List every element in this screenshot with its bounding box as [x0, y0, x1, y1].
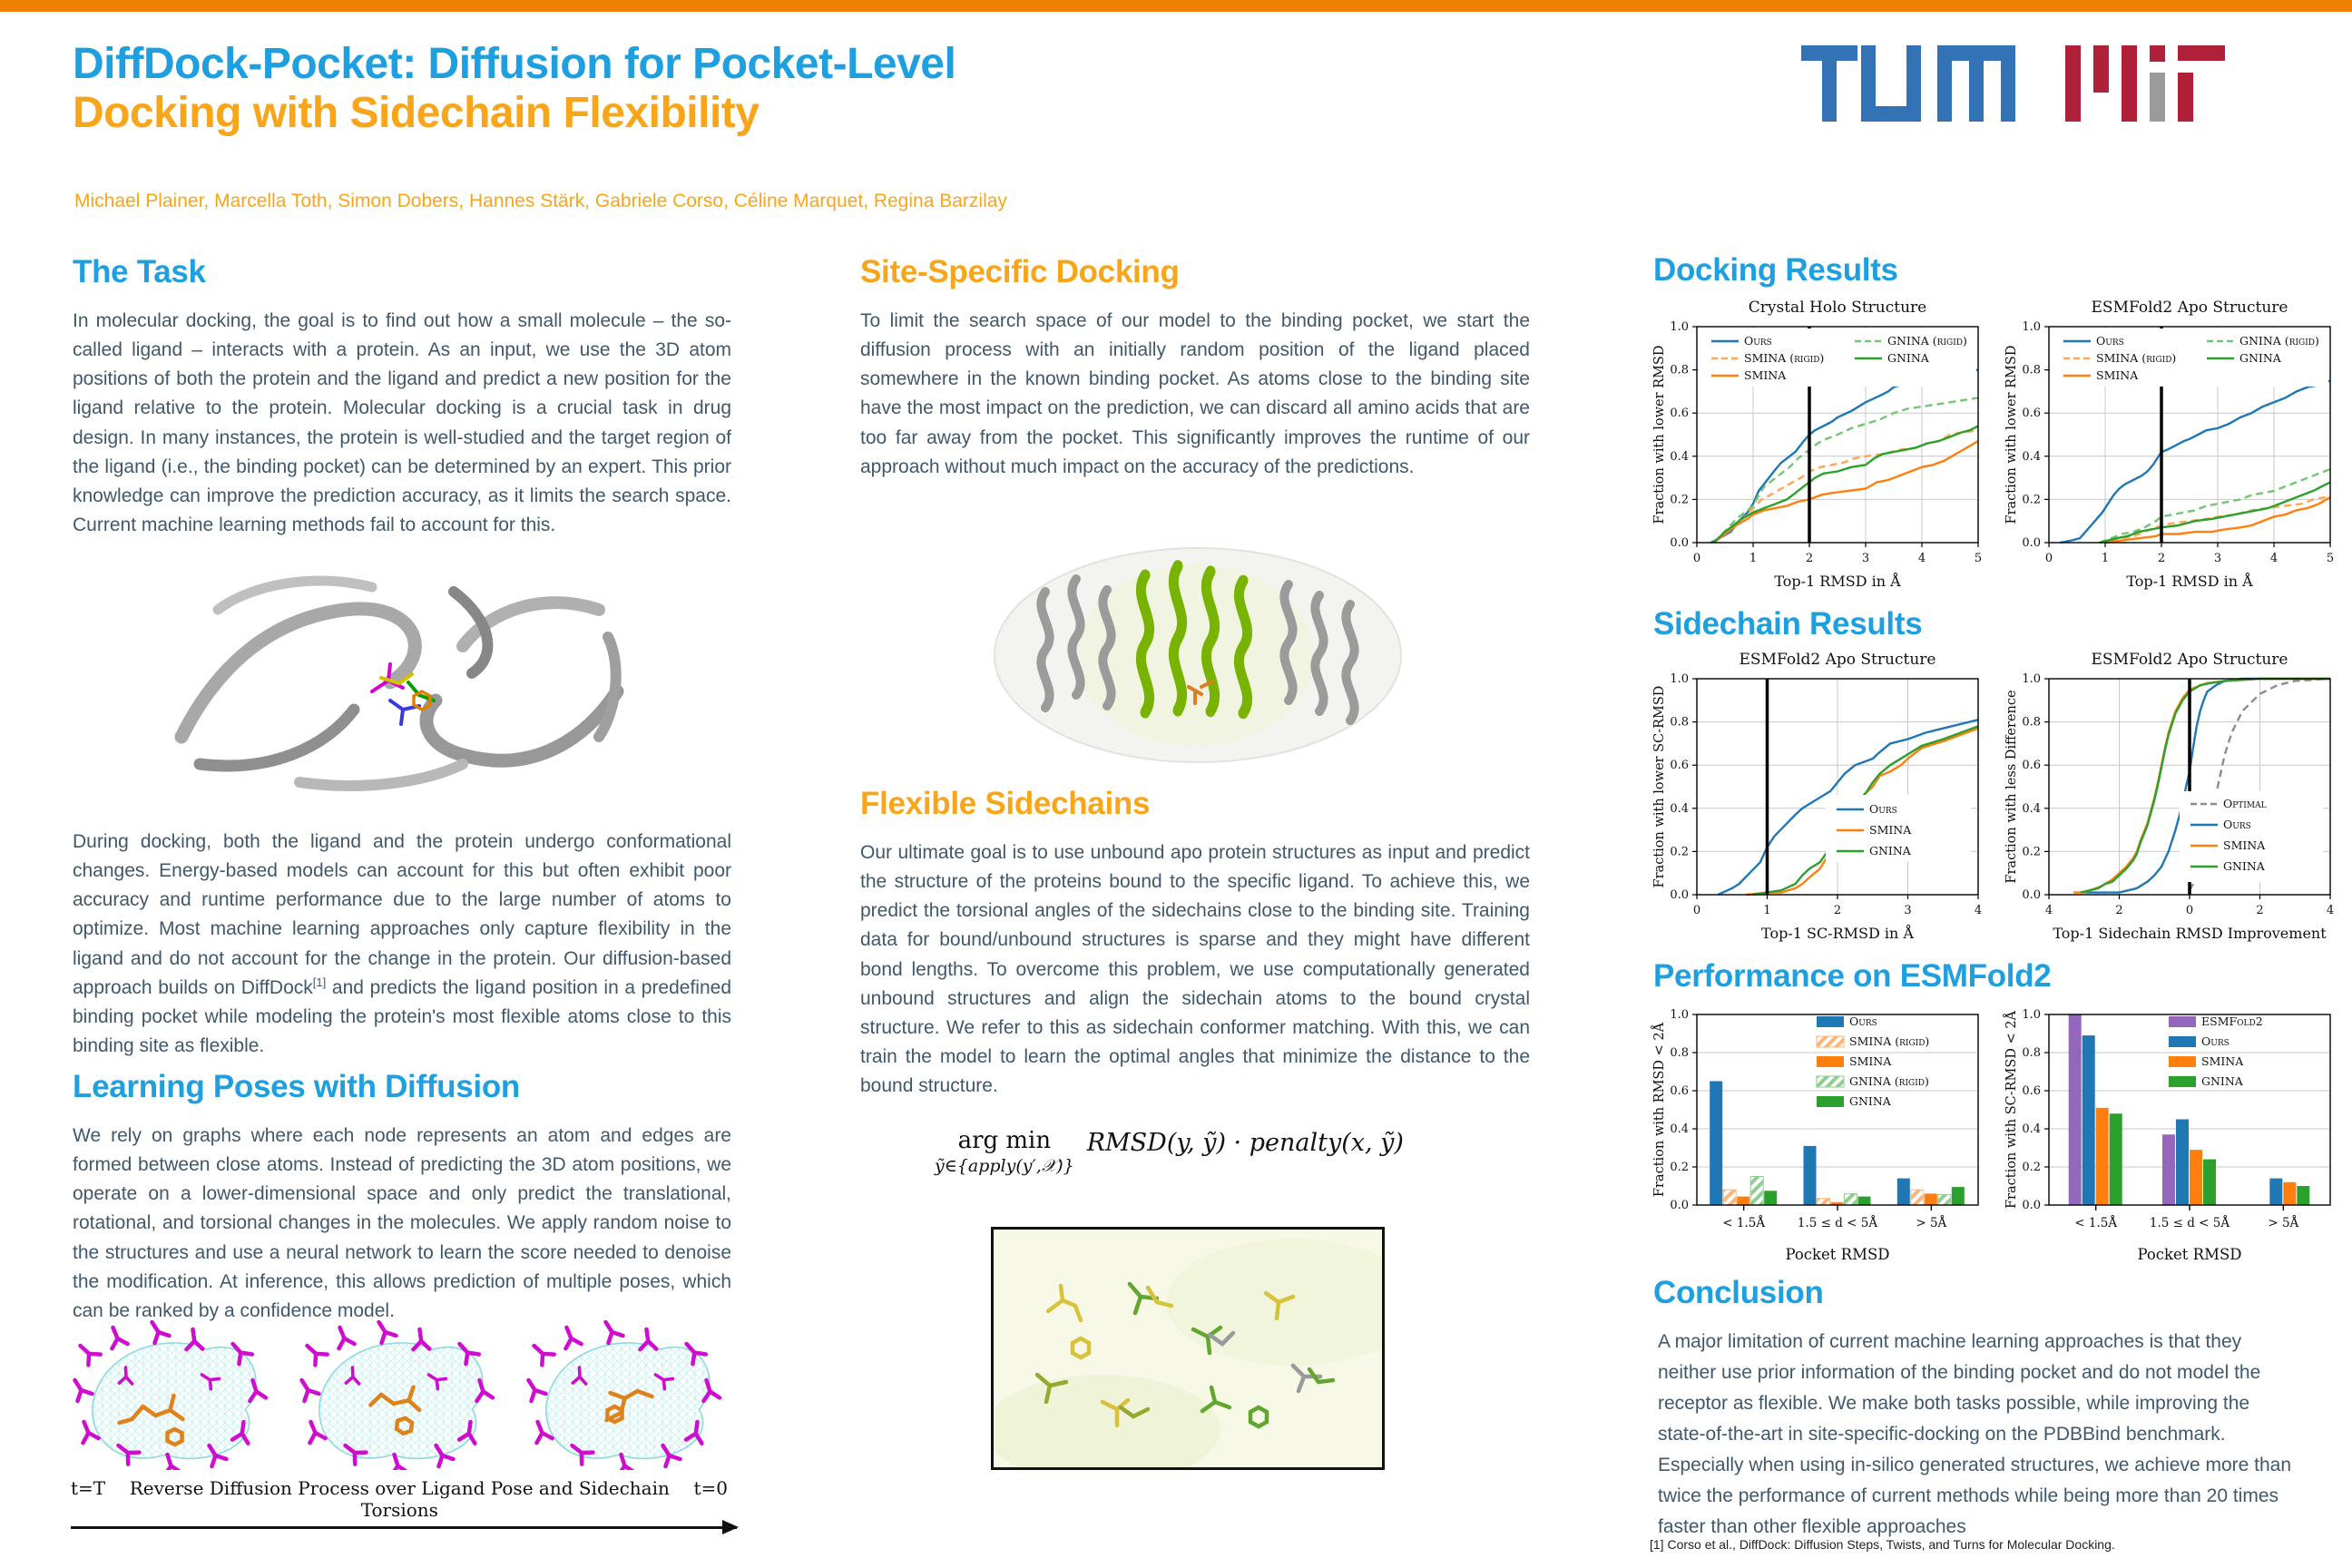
- svg-text:GNINA: GNINA: [2239, 351, 2281, 365]
- svg-text:< 1.5Å: < 1.5Å: [1722, 1216, 1766, 1230]
- heading-flexible-sidechains: Flexible Sidechains: [860, 786, 1151, 821]
- svg-text:5: 5: [1974, 552, 1983, 565]
- svg-text:0.6: 0.6: [2022, 1084, 2041, 1098]
- svg-text:0.2: 0.2: [1670, 493, 1689, 507]
- diffusion-panel-mid: [290, 1320, 508, 1470]
- svg-text:1.0: 1.0: [2022, 320, 2041, 334]
- membrane-protein-image: [989, 519, 1406, 791]
- svg-text:GNINA (rigid): GNINA (rigid): [1849, 1074, 1929, 1088]
- svg-text:0.6: 0.6: [2022, 407, 2041, 421]
- svg-text:2: 2: [2157, 552, 2166, 565]
- svg-text:4: 4: [1974, 904, 1983, 917]
- svg-text:0.6: 0.6: [1670, 1084, 1689, 1098]
- svg-text:0.0: 0.0: [1670, 888, 1689, 902]
- svg-text:ESMFold2: ESMFold2: [2201, 1014, 2263, 1028]
- diffusion-panel-t-0: [517, 1320, 735, 1470]
- svg-text:0: 0: [2185, 904, 2194, 917]
- svg-text:2: 2: [2256, 904, 2264, 917]
- svg-text:0.0: 0.0: [1670, 1199, 1689, 1212]
- site-docking-paragraph: To limit the search space of our model to the binding pocket, we start the diffusion process with an initially random position of the ligand placed somewhere in the known binding pocket. As atoms close to the binding site have the most impact on the prediction, we can discard all amino acids that are too far away from the pocket. This significantly improves the runtime of our approach without much impact on the accuracy of the predictions.: [860, 310, 1530, 477]
- svg-text:0.4: 0.4: [2022, 1122, 2041, 1136]
- svg-text:SMINA (rigid): SMINA (rigid): [1849, 1034, 1930, 1048]
- chart-sc-improvement: [2002, 648, 2339, 949]
- svg-text:Crystal Holo Structure: Crystal Holo Structure: [1748, 299, 1927, 317]
- task-paragraph-2-pre: During docking, both the ligand and the protein undergo conformational changes. Energy-based models can account for this but often exhibit poor accuracy and runtime performance due to the large number of atoms to optimize. Most machine learning approaches only capture flexibility in the ligand and do not account for the change in the protein. Our diffusion-based approach builds on DiffDock: [73, 831, 731, 998]
- svg-text:Ours: Ours: [1849, 1014, 1877, 1028]
- svg-text:0.8: 0.8: [1670, 715, 1689, 730]
- citation-1-marker: [1]: [312, 975, 327, 989]
- sidechain-matching-image: [991, 1227, 1385, 1470]
- tum-logo: [1801, 45, 2015, 122]
- svg-text:Ours: Ours: [2223, 818, 2251, 831]
- svg-text:ESMFold2 Apo Structure: ESMFold2 Apo Structure: [2091, 651, 2288, 669]
- svg-text:0.2: 0.2: [1670, 1161, 1689, 1174]
- heading-performance-esmfold2: Performance on ESMFold2: [1653, 958, 2052, 994]
- svg-text:0.6: 0.6: [1670, 407, 1689, 421]
- chart-sc-rmsd-bars: [2002, 1000, 2339, 1272]
- mit-logo: [2065, 45, 2229, 122]
- svg-text:> 5Å: > 5Å: [1916, 1216, 1947, 1230]
- svg-text:0.2: 0.2: [1670, 845, 1689, 859]
- task-paragraph-1: In molecular docking, the goal is to find out how a small molecule – the so-called ligand – interacts with a protein. As an input, we use the 3D atom positions of both the protein and the ligand and predict a new position for the ligand relative to the protein. Molecular docking is a crucial task in drug design. In many instances, the protein is well-studied and the target region of the ligand (i.e., the binding pocket) can be determined by an expert. This prior knowledge can improve the prediction accuracy, as it limits the search space. Current machine learning methods fail to account for this.: [73, 310, 731, 535]
- svg-text:5: 5: [2326, 552, 2335, 565]
- svg-text:SMINA: SMINA: [1849, 1054, 1892, 1068]
- svg-text:1.0: 1.0: [1670, 320, 1689, 334]
- svg-text:SMINA: SMINA: [2201, 1054, 2244, 1068]
- svg-text:< 1.5Å: < 1.5Å: [2074, 1216, 2118, 1230]
- protein-pocket-image: [163, 555, 635, 802]
- svg-text:Fraction with less Difference: Fraction with less Difference: [2004, 690, 2019, 884]
- chart-esmfold2-docking: [2002, 296, 2339, 597]
- learning-paragraph: We rely on graphs where each node represents an atom and edges are formed between close atoms. Instead of predicting the 3D atom positions, we operate on a lower-dimensional space and only predict the translational, rotational, and torsional changes in the molecules. We apply random noise to the structures and use a neural network to learn the score needed to denoise the modification. At inference, this allows prediction of multiple poses, which can be ranked by a confidence model.: [73, 1125, 731, 1321]
- heading-site-specific-docking: Site-Specific Docking: [860, 254, 1180, 289]
- svg-text:1.5 ≤ d < 5Å: 1.5 ≤ d < 5Å: [1797, 1216, 1878, 1230]
- svg-text:GNINA: GNINA: [2223, 859, 2265, 873]
- svg-text:0: 0: [1692, 552, 1701, 565]
- svg-text:ESMFold2 Apo Structure: ESMFold2 Apo Structure: [2091, 299, 2288, 317]
- svg-text:0.8: 0.8: [2022, 715, 2041, 730]
- svg-text:0: 0: [2044, 552, 2053, 565]
- svg-text:0.0: 0.0: [2022, 1199, 2041, 1212]
- svg-text:1.0: 1.0: [2022, 1008, 2041, 1022]
- svg-text:0.8: 0.8: [2022, 1046, 2041, 1060]
- svg-text:Ours: Ours: [2201, 1034, 2230, 1048]
- equation-subscript: ỹ∈{apply(y′,𝒳)}: [935, 1156, 1074, 1176]
- svg-text:Top-1 RMSD in Å: Top-1 RMSD in Å: [1774, 573, 1901, 590]
- svg-text:1.5 ≤ d < 5Å: 1.5 ≤ d < 5Å: [2149, 1216, 2230, 1230]
- svg-text:0.4: 0.4: [1670, 449, 1689, 464]
- svg-text:SMINA: SMINA: [1744, 368, 1787, 382]
- heading-the-task: The Task: [73, 254, 206, 289]
- svg-text:Fraction with SC-RMSD < 2Å: Fraction with SC-RMSD < 2Å: [2004, 1010, 2019, 1210]
- diffusion-t-start-label: t=T: [71, 1477, 106, 1499]
- svg-text:0.2: 0.2: [2022, 493, 2041, 507]
- svg-text:2: 2: [1805, 552, 1814, 565]
- svg-text:0.0: 0.0: [2022, 536, 2041, 550]
- svg-text:Fraction with lower RMSD: Fraction with lower RMSD: [1652, 345, 1667, 524]
- svg-text:Fraction with lower RMSD: Fraction with lower RMSD: [2004, 345, 2019, 524]
- svg-text:2: 2: [2115, 904, 2123, 917]
- svg-text:4: 4: [2326, 904, 2335, 917]
- svg-text:Ours: Ours: [1869, 802, 1897, 816]
- svg-text:0.6: 0.6: [1670, 759, 1689, 773]
- chart-pocket-rmsd-bars: [1650, 1000, 1987, 1272]
- svg-text:SMINA: SMINA: [1869, 823, 1912, 837]
- chart-sc-rmsd: [1650, 648, 1987, 949]
- svg-text:0.6: 0.6: [2022, 759, 2041, 773]
- svg-text:Top-1 RMSD in Å: Top-1 RMSD in Å: [2126, 573, 2253, 590]
- svg-text:GNINA: GNINA: [2201, 1074, 2243, 1088]
- svg-text:SMINA (rigid): SMINA (rigid): [1744, 351, 1825, 365]
- chart-crystal-holo: [1650, 296, 1987, 597]
- svg-text:0.2: 0.2: [2022, 1161, 2041, 1174]
- svg-text:0.4: 0.4: [1670, 1122, 1689, 1136]
- svg-text:Pocket RMSD: Pocket RMSD: [1785, 1246, 1890, 1263]
- conclusion-paragraph: A major limitation of current machine learning approaches is that they neither use prior information of the binding pocket and do not model the receptor as flexible. We make both tasks possible, while improving the state-of-the-art in site-specific-docking on the PDBBind benchmark. Especially when using in-silico generated structures, we achieve more than twice the performance of current methods while being more than 20 times faster than other flexible approaches: [1658, 1331, 2292, 1538]
- svg-text:SMINA: SMINA: [2096, 368, 2139, 382]
- svg-text:Top-1 Sidechain RMSD Improveme: Top-1 Sidechain RMSD Improvement: [2053, 925, 2327, 942]
- svg-text:1: 1: [1763, 904, 1771, 917]
- top-accent-bar: [0, 0, 2352, 12]
- poster-title-line2: Docking with Sidechain Flexibility: [73, 89, 760, 138]
- conformer-matching-equation: [935, 1127, 1404, 1176]
- task-paragraph-2-post: and predicts the ligand position in a predefined binding pocket while modeling the protein's most flexible atoms close to this binding site as flexible.: [73, 976, 732, 1056]
- diffusion-panel-t-T: [64, 1320, 281, 1470]
- heading-docking-results: Docking Results: [1653, 252, 1898, 288]
- diffusion-figure: [64, 1320, 744, 1529]
- svg-text:SMINA (rigid): SMINA (rigid): [2096, 351, 2177, 365]
- svg-text:0.0: 0.0: [1670, 536, 1689, 550]
- svg-text:4: 4: [2269, 552, 2278, 565]
- svg-text:0.4: 0.4: [2022, 449, 2041, 464]
- svg-text:GNINA: GNINA: [1887, 351, 1929, 365]
- heading-conclusion: Conclusion: [1653, 1275, 1824, 1310]
- footnote-citation: [1] Corso et al., DiffDock: Diffusion Steps, Twists, and Turns for Molecular Docking.: [1650, 1537, 2115, 1552]
- svg-text:Optimal: Optimal: [2223, 797, 2267, 810]
- heading-learning-poses: Learning Poses with Diffusion: [73, 1069, 521, 1104]
- equation-argmin: arg min: [957, 1127, 1052, 1154]
- svg-text:0.8: 0.8: [1670, 363, 1689, 377]
- svg-text:3: 3: [1861, 552, 1870, 565]
- svg-text:0: 0: [1692, 904, 1701, 917]
- task-paragraph-2: [73, 828, 731, 1061]
- svg-text:GNINA: GNINA: [1869, 844, 1911, 858]
- svg-text:4: 4: [1917, 552, 1926, 565]
- svg-text:Pocket RMSD: Pocket RMSD: [2137, 1246, 2242, 1263]
- svg-text:4: 4: [2044, 904, 2053, 917]
- svg-text:3: 3: [1904, 904, 1912, 917]
- svg-text:Top-1 SC-RMSD in Å: Top-1 SC-RMSD in Å: [1761, 925, 1914, 942]
- svg-text:1: 1: [1749, 552, 1758, 565]
- poster-title-line1: DiffDock-Pocket: Diffusion for Pocket-Level: [73, 40, 956, 88]
- svg-text:2: 2: [1833, 904, 1842, 917]
- svg-text:Fraction with RMSD < 2Å: Fraction with RMSD < 2Å: [1652, 1022, 1667, 1198]
- heading-sidechain-results: Sidechain Results: [1653, 606, 1923, 642]
- svg-text:0.0: 0.0: [2022, 888, 2041, 902]
- svg-text:0.4: 0.4: [1670, 801, 1689, 816]
- svg-text:GNINA (rigid): GNINA (rigid): [1887, 334, 1967, 348]
- svg-text:1.0: 1.0: [1670, 672, 1689, 686]
- poster-title: [73, 40, 956, 138]
- svg-text:0.4: 0.4: [2022, 801, 2041, 816]
- svg-text:Ours: Ours: [1744, 334, 1772, 348]
- svg-text:Ours: Ours: [2096, 334, 2124, 348]
- svg-text:0.8: 0.8: [1670, 1046, 1689, 1060]
- diffusion-time-arrow: [71, 1526, 737, 1529]
- svg-text:1: 1: [2101, 552, 2110, 565]
- svg-text:0.2: 0.2: [2022, 845, 2041, 859]
- flexible-paragraph: Our ultimate goal is to use unbound apo protein structures as input and predict the structure of the proteins bound to the specific ligand. To achieve this, we predict the torsional angles of the sidechains close to the binding site. Training data for bound/unbound structures is sparse and they might have different bond lengths. To overcome this problem, we use computationally generated unbound structures and align the sidechain atoms to the bound crystal structure. We refer to this as sidechain conformer matching. With this, we can train the model to learn the optimal angles that minimize the distance to the bound structure.: [860, 842, 1530, 1096]
- svg-text:GNINA (rigid): GNINA (rigid): [2239, 334, 2319, 348]
- svg-text:Fraction with lower SC-RMSD: Fraction with lower SC-RMSD: [1652, 685, 1667, 888]
- diffusion-t-end-label: t=0: [693, 1477, 728, 1499]
- svg-text:1.0: 1.0: [1670, 1008, 1689, 1022]
- svg-text:GNINA: GNINA: [1849, 1094, 1891, 1108]
- svg-text:0.8: 0.8: [2022, 363, 2041, 377]
- svg-text:ESMFold2 Apo Structure: ESMFold2 Apo Structure: [1739, 651, 1936, 669]
- authors-line: Michael Plainer, Marcella Toth, Simon Dobers, Hannes Stärk, Gabriele Corso, Céline Marquet, Regina Barzilay: [74, 191, 1007, 211]
- equation-rhs: RMSD(y, ỹ) · penalty(x, ỹ): [1086, 1129, 1404, 1157]
- svg-text:3: 3: [2213, 552, 2222, 565]
- svg-text:SMINA: SMINA: [2223, 838, 2266, 852]
- svg-text:> 5Å: > 5Å: [2268, 1216, 2299, 1230]
- svg-text:1.0: 1.0: [2022, 672, 2041, 686]
- diffusion-caption: Reverse Diffusion Process over Ligand Pose and Sidechain Torsions: [129, 1477, 670, 1521]
